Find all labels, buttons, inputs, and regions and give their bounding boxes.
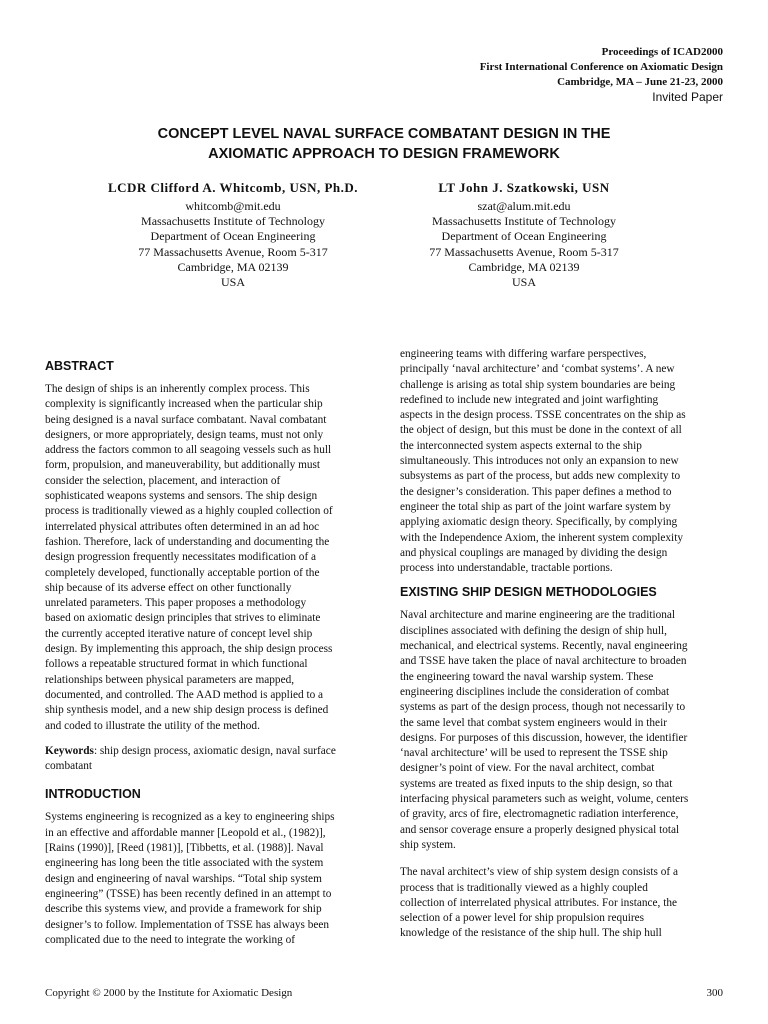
proceedings-header bbox=[480, 45, 723, 105]
text-line: systems as part of the design process, though not necessarily to bbox=[400, 701, 686, 714]
text-line: aspects in the design process. TSSE concentrates on the ship as bbox=[400, 409, 686, 422]
text-line: selection of a power level for ship propulsion requires bbox=[400, 912, 645, 925]
text-line: unrelated parameters. This paper proposes a methodology bbox=[45, 597, 307, 610]
author-email: szat@alum.mit.edu bbox=[477, 199, 571, 213]
text-line: process is traditionally viewed as a highly coupled collection of bbox=[45, 505, 333, 518]
text-line: applying axiomatic design theory. Specifically, by complying bbox=[400, 516, 678, 529]
introduction-heading: INTRODUCTION bbox=[45, 787, 141, 802]
author-department: Department of Ocean Engineering bbox=[441, 229, 607, 244]
text-line: describe this systems view, and provide a framework for ship bbox=[45, 903, 322, 916]
text-line: the same level that combat system engineers would in their bbox=[400, 716, 667, 729]
text-line: and physical couplings are managed by dividing the design bbox=[400, 546, 668, 559]
text-line: Systems engineering is recognized as a key to engineering ships bbox=[45, 811, 335, 824]
text-line: designers, or more appropriately, design teams, must not only bbox=[45, 428, 324, 441]
text-line: designer’s to follow. Implementation of TSSE has always been bbox=[45, 918, 330, 931]
text-line: relationships between physical parameters are mapped, bbox=[45, 673, 295, 686]
text-line: follows a repeatable structured format in which functional bbox=[45, 658, 308, 671]
text-line: ship because of its adverse effect on other functionally bbox=[45, 581, 292, 594]
text-line: The naval architect’s view of ship system design consists of a bbox=[400, 866, 678, 879]
right-column bbox=[400, 347, 720, 950]
text-line: ship system. bbox=[400, 838, 456, 851]
text-line: in an effective and affordable manner [Leopold et al., (1982)], bbox=[45, 826, 326, 839]
text-line: The design of ships is an inherently complex process. This bbox=[45, 383, 310, 395]
text-line: simultaneously. This introduces not only an expansion to new bbox=[400, 455, 679, 468]
text-line: disciplines associated with defining the design of ship hull, bbox=[400, 624, 668, 637]
text-line: and sensor coverage ensure a properly designed physical total bbox=[400, 823, 680, 836]
text-line: consider the selection, placement, and interaction of bbox=[45, 474, 281, 487]
author-department: Department of Ocean Engineering bbox=[150, 229, 316, 244]
author-city: Cambridge, MA 02139 bbox=[468, 259, 580, 274]
text-line: principally ‘naval architecture’ and ‘combat systems’. A new bbox=[400, 363, 675, 376]
text-line: the engineering toward the naval warship system. These bbox=[400, 670, 654, 683]
text-line: engineering disciplines include the consideration of combat bbox=[400, 685, 670, 698]
text-line: with the Independence Axiom, the inherent system complexity bbox=[400, 531, 683, 544]
author-email: whitcomb@mit.edu bbox=[185, 199, 281, 213]
text-line: design. By implementing this approach, the ship design process bbox=[45, 643, 333, 656]
text-line: complexity is significantly increased when the particular ship bbox=[45, 398, 323, 411]
author-country: USA bbox=[511, 275, 536, 290]
keywords-text-continued: combatant bbox=[45, 760, 93, 773]
author-country: USA bbox=[220, 275, 245, 290]
existing-methodologies-heading: EXISTING SHIP DESIGN METHODOLOGIES bbox=[400, 585, 657, 600]
text-line: redefined to include new integrated and joint warfighting bbox=[400, 393, 659, 406]
text-line: engineering has long been the title associated with the system bbox=[45, 857, 324, 870]
author-block-1 bbox=[83, 180, 383, 290]
page-number: 300 bbox=[706, 987, 723, 999]
text-line: process into understandable, tractable portions. bbox=[400, 562, 613, 575]
keywords-text: : ship design process, axiomatic design, naval surface bbox=[93, 744, 336, 757]
text-line: subsystems as part of the process, but adds new complexity to bbox=[400, 470, 681, 483]
text-line: of gravity, arcs of fire, electromagnetic radiation interference, bbox=[400, 808, 679, 821]
author-address: 77 Massachusetts Avenue, Room 5-317 bbox=[138, 244, 328, 259]
text-line: design and engineering of naval warships. “Total ship system bbox=[45, 872, 322, 885]
paper-title-line-1: CONCEPT LEVEL NAVAL SURFACE COMBATANT DESIGN IN THE bbox=[157, 126, 611, 142]
paper-type: Invited Paper bbox=[652, 90, 723, 104]
author-institution: Massachusetts Institute of Technology bbox=[141, 214, 325, 229]
text-line: address the factors common to all seagoing vessels such as hull bbox=[45, 444, 332, 457]
text-line: ship synthesis model, and a new ship design process is defined bbox=[45, 704, 329, 717]
copyright-notice: Copyright © 2000 by the Institute for Axiomatic Design bbox=[45, 987, 293, 999]
text-line: based on axiomatic design principles that strives to eliminate bbox=[45, 612, 321, 625]
conference-name: First International Conference on Axiomatic Design bbox=[479, 61, 723, 73]
text-line: fashion. Therefore, lack of understanding and documenting the bbox=[45, 535, 330, 548]
author-institution: Massachusetts Institute of Technology bbox=[432, 214, 616, 229]
paper-title-line-2: AXIOMATIC APPROACH TO DESIGN FRAMEWORK bbox=[208, 146, 560, 162]
existing-methodologies-paragraph-1 bbox=[400, 608, 720, 853]
text-line: documented, and controlled. The AAD method is applied to a bbox=[45, 688, 324, 701]
introduction-paragraph bbox=[45, 810, 365, 948]
text-line: the object of design, but this must be done in the context of all bbox=[400, 424, 682, 437]
text-line: form, propulsion, and maneuverability, but additionally must bbox=[45, 459, 321, 472]
paper-title bbox=[60, 124, 708, 164]
text-line: engineering teams with differing warfare perspectives, bbox=[400, 348, 647, 360]
text-line: interrelated physical attributes often determined in an ad hoc bbox=[45, 520, 320, 533]
author-address: 77 Massachusetts Avenue, Room 5-317 bbox=[429, 244, 619, 259]
text-line: interfacing physical parameters such as weight, volume, centers bbox=[400, 793, 689, 806]
keywords-label: Keywords bbox=[45, 744, 94, 757]
author-name: LCDR Clifford A. Whitcomb, USN, Ph.D. bbox=[107, 180, 359, 195]
author-name: LT John J. Szatkowski, USN bbox=[438, 180, 610, 195]
text-line: the interconnected system aspects external to the ship bbox=[400, 439, 642, 452]
text-line: the designer’s consideration. This paper defines a method to bbox=[400, 485, 672, 498]
text-line: knowledge of the resistance of the ship hull. The ship hull bbox=[400, 927, 662, 940]
text-line: complicated due to the need to integrate the working of bbox=[45, 933, 296, 946]
text-line: mechanical, and electrical systems. Recently, naval engineering bbox=[400, 640, 688, 653]
abstract-paragraph bbox=[45, 382, 365, 734]
keywords bbox=[45, 744, 365, 775]
text-line: the currently accepted iterative nature of concept level ship bbox=[45, 627, 313, 640]
text-line: [Rains (1990)], [Reed (1981)], [Tibbetts, et al. (1988)]. Naval bbox=[45, 842, 324, 855]
existing-methodologies-paragraph-2 bbox=[400, 865, 720, 941]
proceedings-title: Proceedings of ICAD2000 bbox=[601, 46, 723, 58]
text-line: designer’s point of view. For the naval architect, combat bbox=[400, 762, 655, 775]
text-line: challenge is arising as total ship system boundaries are being bbox=[400, 378, 676, 391]
abstract-heading: ABSTRACT bbox=[45, 359, 114, 373]
text-line: engineer the total ship as part of the joint warfare system by bbox=[400, 500, 671, 513]
text-line: and coded to illustrate the utility of the method. bbox=[45, 719, 260, 732]
text-line: completely developed, functionally acceptable portion of the bbox=[45, 566, 320, 579]
author-block-2 bbox=[374, 180, 674, 290]
text-line: ‘naval architecture’ will be used to represent the TSSE ship bbox=[400, 747, 668, 760]
text-line: collection of interrelated physical attributes. For instance, the bbox=[400, 896, 677, 909]
introduction-paragraph-continued bbox=[400, 347, 720, 576]
text-line: design progression frequently necessitates modification of a bbox=[45, 551, 317, 564]
text-line: sophisticated weapons systems and sensors. The ship design bbox=[45, 490, 318, 503]
text-line: systems are treated as fixed inputs to the ship design, so that bbox=[400, 777, 673, 790]
text-line: Naval architecture and marine engineering are the traditional bbox=[400, 609, 676, 622]
left-column bbox=[45, 358, 365, 956]
text-line: and TSSE have taken the place of naval architecture to broaden bbox=[400, 655, 687, 668]
text-line: engineering” (TSSE) has been recently defined in an attempt to bbox=[45, 887, 332, 900]
text-line: process that is traditionally viewed as a highly coupled bbox=[400, 881, 648, 894]
text-line: designs. For purposes of this discussion, however, the identifier bbox=[400, 731, 688, 744]
text-line: being designed is a naval surface combatant. Naval combatant bbox=[45, 413, 327, 426]
author-city: Cambridge, MA 02139 bbox=[177, 259, 289, 274]
conference-location-date: Cambridge, MA – June 21-23, 2000 bbox=[557, 76, 723, 88]
